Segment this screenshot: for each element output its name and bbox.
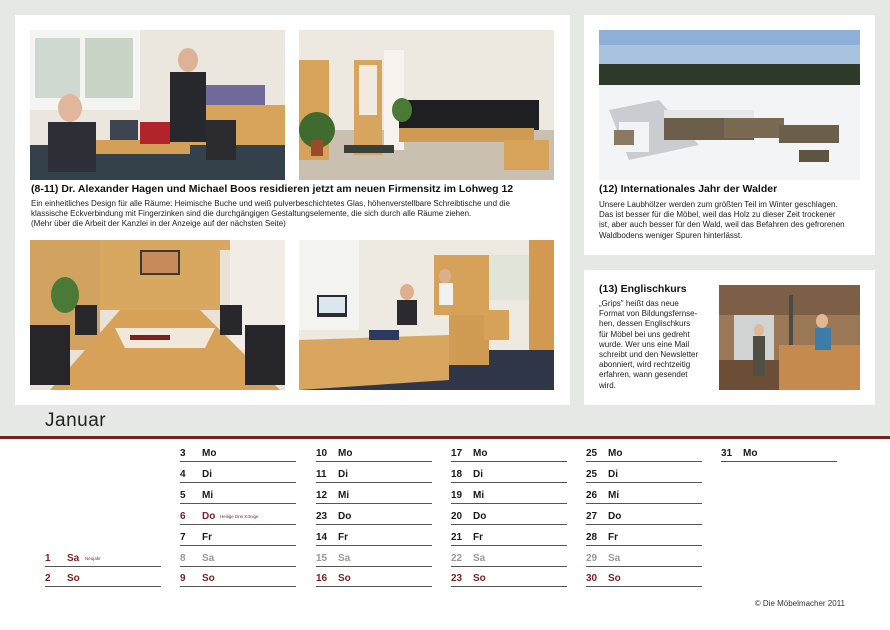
day-weekday: Do (608, 511, 622, 522)
day-number: 5 (180, 490, 186, 501)
calendar-day (45, 573, 161, 587)
caption-englisch-line: für Möbel bei uns gedreht (599, 329, 690, 339)
day-weekday: Di (608, 469, 618, 480)
calendar-day (451, 490, 567, 504)
day-number: 15 (316, 553, 328, 564)
day-number: 14 (316, 532, 328, 543)
calendar-day (586, 490, 702, 504)
caption-englisch-line: hen, dessen Englischkurs (599, 319, 691, 329)
calendar-day (451, 469, 567, 483)
day-number: 25 (586, 469, 598, 480)
day-weekday: Mi (473, 490, 485, 501)
caption-wald-line: Unsere Laubhölzer werden zum größten Teil im Winter geschlagen. (599, 200, 838, 209)
caption-englisch-body (599, 299, 714, 391)
day-weekday: Di (473, 469, 483, 480)
calendar-day (586, 511, 702, 525)
day-weekday: Mo (743, 448, 758, 459)
calendar-day (451, 532, 567, 546)
day-number: 12 (316, 490, 328, 501)
caption-englisch-line: wurde. Wer uns eine Mail (599, 339, 690, 349)
day-number: 9 (180, 573, 186, 584)
day-number: 17 (451, 448, 463, 459)
calendar-day (180, 469, 296, 483)
caption-englisch-line: wird. (599, 380, 616, 390)
calendar-day (180, 511, 296, 525)
caption-main-body (31, 199, 561, 230)
calendar-day (316, 448, 432, 462)
day-weekday: Do (338, 511, 352, 522)
day-weekday: Sa (473, 553, 486, 564)
photo-office-men (30, 30, 285, 180)
day-number: 20 (451, 511, 463, 522)
day-number: 19 (451, 490, 463, 501)
calendar-day (451, 511, 567, 525)
calendar-day (180, 448, 296, 462)
photo-workshop (719, 285, 860, 390)
day-number: 1 (45, 553, 51, 564)
calendar-day (316, 532, 432, 546)
holiday-note: Heilige Drei Könige (220, 514, 259, 519)
calendar-day (586, 532, 702, 546)
day-number: 7 (180, 532, 186, 543)
day-number: 10 (316, 448, 328, 459)
calendar-day (586, 448, 702, 462)
day-weekday: Fr (338, 532, 348, 543)
photo-reception (299, 30, 554, 180)
day-weekday: So (608, 573, 621, 584)
calendar-day (721, 448, 837, 462)
day-number: 16 (316, 573, 328, 584)
day-weekday: Mi (338, 490, 350, 501)
calendar-day (180, 553, 296, 567)
caption-englisch-line: abonniert, wird rechtzeitig (599, 360, 691, 370)
copyright-footer: © Die Möbelmacher 2011 (754, 599, 845, 608)
day-number: 2 (45, 573, 51, 584)
day-weekday: Mo (608, 448, 623, 459)
calendar-day (180, 490, 296, 504)
day-number: 29 (586, 553, 598, 564)
day-weekday: Di (338, 469, 348, 480)
day-number: 4 (180, 469, 186, 480)
caption-wald-line: Das ist besser für die Möbel, weil das Holz zu dieser Zeit trockener (599, 210, 836, 220)
day-number: 11 (316, 469, 327, 480)
caption-main-line: klassische Eckverbindung mit Fingerzinken sind die durchgängigen Gestaltungselemente, die sich durch alle Räume ziehen. (31, 209, 472, 219)
day-weekday: Mo (338, 448, 353, 459)
calendar-day (586, 469, 702, 483)
calendar-day (180, 532, 296, 546)
photo-winter (599, 30, 860, 180)
day-weekday: Fr (608, 532, 618, 543)
caption-main-line: (Mehr über die Arbeit der Kanzlei in der Anzeige auf der nächsten Seite) (31, 219, 286, 229)
calendar-day (316, 469, 432, 483)
caption-wald-line: ist, aber auch besser für den Wald, weil das Befahren des gefrorenen (599, 220, 845, 230)
day-number: 28 (586, 532, 598, 543)
photo-desk-office (299, 240, 554, 390)
calendar-day (180, 573, 296, 587)
day-number: 25 (586, 448, 598, 459)
caption-main-title: (8-11) Dr. Alexander Hagen und Michael Boos residieren jetzt am neuen Firmensitz im Lohweg 12 (31, 183, 514, 195)
day-number: 26 (586, 490, 598, 501)
calendar-day (316, 490, 432, 504)
day-weekday: Sa (67, 553, 80, 564)
caption-englisch-line: erfahren, wann gesendet (599, 370, 688, 380)
day-weekday: So (67, 573, 80, 584)
caption-englisch-line: schreibt und den Newsletter (599, 350, 699, 360)
day-weekday: Fr (202, 532, 212, 543)
calendar-day (316, 511, 432, 525)
caption-wald-body (599, 200, 867, 241)
caption-wald-title: (12) Internationales Jahr der Walder (599, 183, 778, 195)
calendar-day (45, 553, 161, 567)
day-weekday: Mi (202, 490, 214, 501)
day-weekday: Mo (473, 448, 488, 459)
day-number: 22 (451, 553, 463, 564)
caption-main-line: Ein einheitliches Design für alle Räume: Heimische Buche und weiß pulverbeschichtetes Glas, höhenverstellbare Schreibtische und die (31, 199, 510, 208)
day-weekday: Di (202, 469, 212, 480)
day-number: 3 (180, 448, 186, 459)
day-number: 21 (451, 532, 463, 543)
day-weekday: Sa (202, 553, 215, 564)
day-weekday: Mo (202, 448, 217, 459)
calendar-day (586, 573, 702, 587)
day-number: 6 (180, 511, 186, 522)
caption-englisch-line: „Grips" heißt das neue (599, 299, 679, 308)
photo-conference (30, 240, 285, 390)
day-weekday: Sa (608, 553, 621, 564)
caption-englisch-title: (13) Englischkurs (599, 283, 687, 295)
day-weekday: So (473, 573, 486, 584)
day-number: 8 (180, 553, 186, 564)
caption-englisch-line: Format von Bildungsfernse- (599, 309, 698, 319)
calendar-day (316, 573, 432, 587)
day-number: 18 (451, 469, 463, 480)
month-divider (0, 436, 890, 439)
day-weekday: So (202, 573, 215, 584)
calendar-day (451, 553, 567, 567)
holiday-note: Neujahr (85, 556, 101, 561)
day-number: 31 (721, 448, 733, 459)
day-number: 23 (316, 511, 328, 522)
day-number: 27 (586, 511, 598, 522)
day-weekday: Fr (473, 532, 483, 543)
day-weekday: Mi (608, 490, 620, 501)
day-weekday: Sa (338, 553, 351, 564)
day-weekday: Do (202, 511, 216, 522)
day-number: 23 (451, 573, 463, 584)
day-weekday: Do (473, 511, 487, 522)
day-number: 30 (586, 573, 598, 584)
caption-wald-line: Waldbodens weniger Spuren hinterlässt. (599, 230, 743, 240)
calendar-day (316, 553, 432, 567)
month-title: Januar (45, 410, 107, 431)
calendar-day (451, 448, 567, 462)
calendar-day (586, 553, 702, 567)
day-weekday: So (338, 573, 351, 584)
calendar-day (451, 573, 567, 587)
